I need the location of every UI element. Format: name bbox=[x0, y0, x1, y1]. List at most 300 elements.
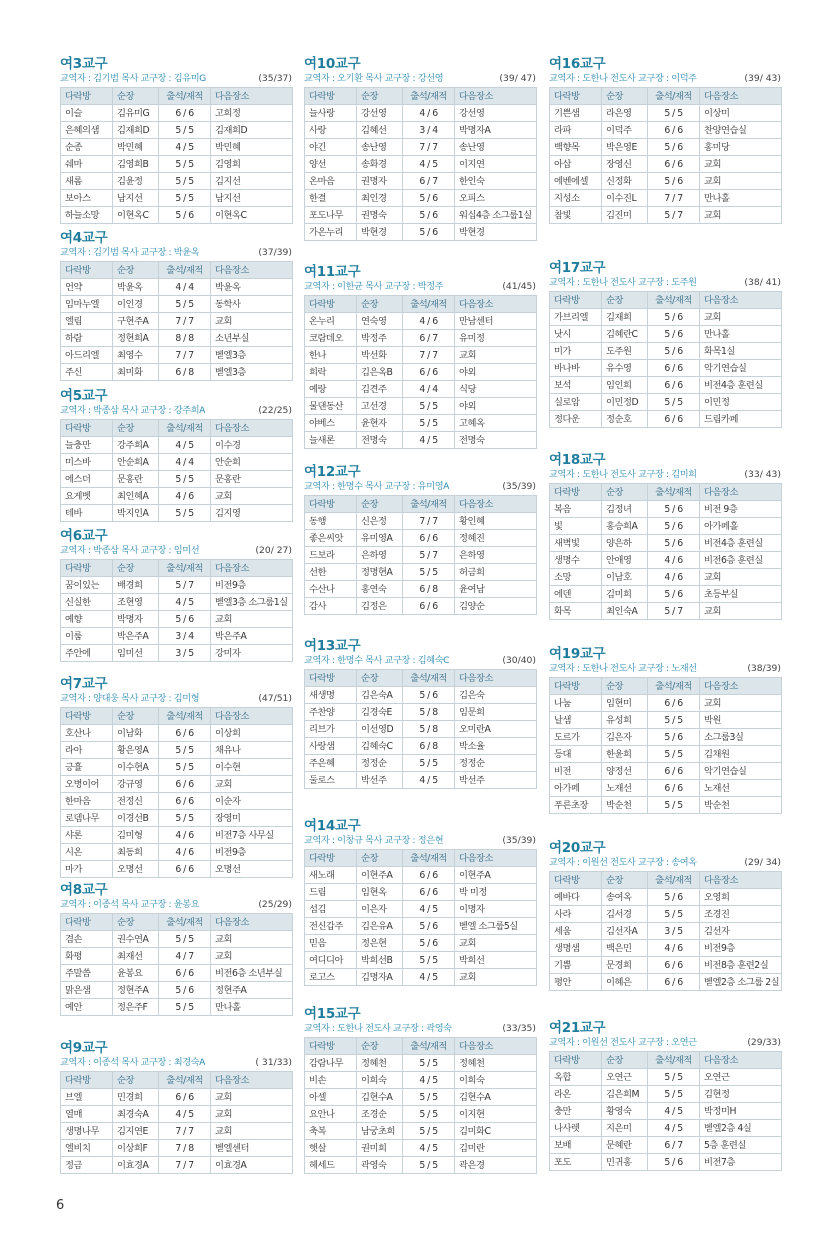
cell-leader: 한윤희 bbox=[602, 746, 648, 763]
cell-attendance: 4 / 6 bbox=[403, 313, 455, 330]
cell-leader: 전명숙 bbox=[357, 432, 403, 449]
cell-attendance: 5 / 6 bbox=[159, 611, 211, 628]
attendance-table bbox=[60, 559, 293, 662]
cell-next-place: 유미정 bbox=[455, 330, 537, 347]
cell-group-name: 하람 bbox=[61, 330, 113, 347]
cell-group-name: 도르가 bbox=[550, 729, 602, 746]
cell-leader: 이선영D bbox=[357, 721, 403, 738]
cell-group-name: 주찬양 bbox=[305, 704, 357, 721]
cell-leader: 이수현A bbox=[113, 759, 159, 776]
cell-next-place: 박소율 bbox=[455, 738, 537, 755]
header-next-place: 다음장소 bbox=[211, 88, 293, 105]
table-row bbox=[305, 330, 537, 347]
table-row bbox=[305, 969, 537, 986]
cell-attendance: 5 / 5 bbox=[403, 755, 455, 772]
cell-group-name: 브엘 bbox=[61, 1089, 113, 1106]
cell-attendance: 3 / 4 bbox=[159, 628, 211, 645]
cell-attendance: 4 / 5 bbox=[648, 1120, 700, 1137]
cell-leader: 박명자 bbox=[113, 611, 159, 628]
header-group-name: 다락방 bbox=[61, 262, 113, 279]
attendance-total: (22/25) bbox=[258, 405, 292, 416]
cell-attendance: 5 / 5 bbox=[648, 906, 700, 923]
table-row bbox=[550, 535, 782, 552]
cell-next-place: 야외 bbox=[455, 398, 537, 415]
cell-next-place: 교회 bbox=[211, 313, 293, 330]
district-section bbox=[549, 646, 781, 814]
cell-next-place: 워십4층 소그룹1실 bbox=[455, 207, 537, 224]
table-row bbox=[61, 982, 293, 999]
cell-attendance: 5 / 6 bbox=[648, 1154, 700, 1171]
attendance-table bbox=[304, 87, 537, 241]
cell-next-place: 교회 bbox=[700, 569, 782, 586]
attendance-total: (39/ 43) bbox=[744, 73, 781, 84]
cell-attendance: 6 / 6 bbox=[159, 793, 211, 810]
cell-next-place: 5층 훈련실 bbox=[700, 1137, 782, 1154]
cell-attendance: 3 / 5 bbox=[159, 645, 211, 662]
cell-attendance: 4 / 5 bbox=[403, 969, 455, 986]
table-row bbox=[550, 518, 782, 535]
cell-next-place: 은하영 bbox=[455, 547, 537, 564]
cell-attendance: 5 / 7 bbox=[648, 207, 700, 224]
cell-next-place: 오미란A bbox=[455, 721, 537, 738]
district-section bbox=[304, 1006, 536, 1174]
cell-attendance: 5 / 5 bbox=[403, 398, 455, 415]
table-row bbox=[305, 564, 537, 581]
cell-leader: 정혜천 bbox=[357, 1055, 403, 1072]
table-row bbox=[61, 594, 293, 611]
cell-attendance: 6 / 6 bbox=[159, 965, 211, 982]
cell-leader: 장영신 bbox=[602, 156, 648, 173]
cell-leader: 최인혜A bbox=[113, 488, 159, 505]
cell-group-name: 겸손 bbox=[61, 931, 113, 948]
cell-next-place: 이상희 bbox=[211, 725, 293, 742]
district-meta bbox=[549, 276, 781, 289]
table-row bbox=[550, 173, 782, 190]
cell-group-name: 열매 bbox=[61, 1106, 113, 1123]
district-meta bbox=[60, 1056, 292, 1069]
header-next-place: 다음장소 bbox=[211, 708, 293, 725]
cell-group-name: 온누리 bbox=[305, 313, 357, 330]
district-section bbox=[549, 1020, 781, 1171]
cell-next-place: 오영희 bbox=[700, 889, 782, 906]
district-title: 여4교구 bbox=[60, 230, 108, 246]
cell-leader: 임현옥 bbox=[357, 884, 403, 901]
district-title: 여18교구 bbox=[549, 452, 606, 468]
header-attendance: 출석/재적 bbox=[159, 708, 211, 725]
cell-attendance: 6 / 6 bbox=[648, 974, 700, 991]
cell-attendance: 7 / 7 bbox=[403, 347, 455, 364]
district-section bbox=[549, 840, 781, 991]
cell-leader: 박순천 bbox=[602, 797, 648, 814]
cell-group-name: 옥합 bbox=[550, 1069, 602, 1086]
district-meta bbox=[60, 544, 292, 557]
district-title: 여5교구 bbox=[60, 388, 108, 404]
header-attendance: 출석/재적 bbox=[648, 1052, 700, 1069]
cell-next-place: 이명자 bbox=[455, 901, 537, 918]
cell-next-place: 벧엘 소그룹5실 bbox=[455, 918, 537, 935]
table-row bbox=[305, 139, 537, 156]
cell-next-place: 김미화C bbox=[455, 1123, 537, 1140]
header-attendance: 출석/재적 bbox=[648, 88, 700, 105]
cell-group-name: 한마음 bbox=[61, 793, 113, 810]
attendance-total: (38/ 41) bbox=[744, 277, 781, 288]
cell-group-name: 언약 bbox=[61, 279, 113, 296]
table-header-row bbox=[550, 88, 782, 105]
cell-leader: 김은희M bbox=[602, 1086, 648, 1103]
table-row bbox=[61, 454, 293, 471]
header-attendance: 출석/재적 bbox=[403, 296, 455, 313]
district-title: 여20교구 bbox=[549, 840, 606, 856]
table-row bbox=[550, 712, 782, 729]
cell-next-place: 박 미정 bbox=[455, 884, 537, 901]
district-section bbox=[304, 264, 536, 449]
cell-attendance: 6 / 7 bbox=[403, 330, 455, 347]
district-leaders: 교역자 : 양대웅 목사 교구장 : 김미형 bbox=[60, 693, 200, 704]
header-attendance: 출석/재적 bbox=[159, 420, 211, 437]
header-leader: 순장 bbox=[602, 88, 648, 105]
cell-group-name: 둘로스 bbox=[305, 772, 357, 789]
cell-leader: 이희숙 bbox=[357, 1072, 403, 1089]
cell-next-place: 박희선 bbox=[455, 952, 537, 969]
cell-group-name: 순종 bbox=[61, 139, 113, 156]
table-row bbox=[61, 1106, 293, 1123]
cell-next-place: 박선주 bbox=[455, 772, 537, 789]
header-next-place: 다음장소 bbox=[455, 850, 537, 867]
table-row bbox=[61, 190, 293, 207]
table-row bbox=[550, 1086, 782, 1103]
cell-leader: 조현영 bbox=[113, 594, 159, 611]
cell-attendance: 4 / 6 bbox=[648, 552, 700, 569]
table-row bbox=[305, 721, 537, 738]
cell-attendance: 4 / 6 bbox=[159, 488, 211, 505]
cell-group-name: 바나바 bbox=[550, 360, 602, 377]
cell-group-name: 늘사랑 bbox=[305, 105, 357, 122]
table-row bbox=[61, 437, 293, 454]
cell-leader: 오명선 bbox=[113, 861, 159, 878]
cell-next-place: 김채원 bbox=[700, 746, 782, 763]
cell-leader: 김은유A bbox=[357, 918, 403, 935]
header-next-place: 다음장소 bbox=[211, 262, 293, 279]
cell-attendance: 4 / 5 bbox=[159, 139, 211, 156]
cell-group-name: 쉐마 bbox=[61, 156, 113, 173]
cell-attendance: 6 / 8 bbox=[403, 581, 455, 598]
cell-group-name: 가브리엘 bbox=[550, 309, 602, 326]
header-group-name: 다락방 bbox=[550, 88, 602, 105]
cell-leader: 황영숙 bbox=[602, 1103, 648, 1120]
cell-group-name: 아가페 bbox=[550, 780, 602, 797]
cell-attendance: 5 / 6 bbox=[403, 918, 455, 935]
table-row bbox=[61, 279, 293, 296]
cell-leader: 송화경 bbox=[357, 156, 403, 173]
table-row bbox=[550, 603, 782, 620]
cell-next-place: 교회 bbox=[211, 1123, 293, 1140]
cell-leader: 문홍란 bbox=[113, 471, 159, 488]
cell-attendance: 3 / 5 bbox=[648, 923, 700, 940]
cell-next-place: 이지현 bbox=[455, 1106, 537, 1123]
district-leaders: 교역자 : 한명수 목사 교구장 : 유미영A bbox=[304, 481, 450, 492]
table-row bbox=[305, 190, 537, 207]
table-row bbox=[61, 347, 293, 364]
cell-leader: 남지선 bbox=[113, 190, 159, 207]
cell-attendance: 5 / 5 bbox=[403, 952, 455, 969]
cell-attendance: 4 / 4 bbox=[159, 279, 211, 296]
cell-group-name: 희락 bbox=[305, 364, 357, 381]
cell-group-name: 아셀 bbox=[305, 1089, 357, 1106]
cell-leader: 이경선B bbox=[113, 810, 159, 827]
table-row bbox=[61, 1157, 293, 1174]
cell-group-name: 사라 bbox=[550, 906, 602, 923]
cell-next-place: 벧엘센터 bbox=[211, 1140, 293, 1157]
cell-next-place: 비전9층 bbox=[211, 577, 293, 594]
cell-leader: 김경숙E bbox=[357, 704, 403, 721]
header-group-name: 다락방 bbox=[305, 496, 357, 513]
cell-next-place: 이현옥C bbox=[211, 207, 293, 224]
cell-leader: 은하영 bbox=[357, 547, 403, 564]
cell-leader: 박은주A bbox=[113, 628, 159, 645]
cell-leader: 김재희D bbox=[113, 122, 159, 139]
cell-group-name: 화평 bbox=[61, 948, 113, 965]
cell-group-name: 샤론 bbox=[61, 827, 113, 844]
cell-attendance: 5 / 6 bbox=[403, 687, 455, 704]
district-leaders: 교역자 : 이원선 전도사 교구장 : 송여옥 bbox=[549, 857, 697, 868]
cell-group-name: 동행 bbox=[305, 513, 357, 530]
cell-attendance: 6 / 6 bbox=[648, 360, 700, 377]
table-row bbox=[305, 547, 537, 564]
cell-leader: 구현주A bbox=[113, 313, 159, 330]
cell-leader: 백은민 bbox=[602, 940, 648, 957]
cell-group-name: 테바 bbox=[61, 505, 113, 522]
header-group-name: 다락방 bbox=[550, 678, 602, 695]
cell-group-name: 야긴 bbox=[305, 139, 357, 156]
table-row bbox=[550, 906, 782, 923]
header-group-name: 다락방 bbox=[305, 296, 357, 313]
district-leaders: 교역자 : 이창규 목사 교구장 : 정은현 bbox=[304, 835, 444, 846]
table-row bbox=[61, 471, 293, 488]
attendance-table bbox=[60, 707, 293, 878]
cell-group-name: 소망 bbox=[550, 569, 602, 586]
cell-attendance: 6 / 7 bbox=[648, 1137, 700, 1154]
table-row bbox=[550, 1120, 782, 1137]
table-row bbox=[550, 360, 782, 377]
cell-next-place: 김은숙 bbox=[455, 687, 537, 704]
district-meta bbox=[549, 1036, 781, 1049]
attendance-table bbox=[549, 871, 782, 991]
header-attendance: 출석/재적 bbox=[403, 670, 455, 687]
attendance-total: (25/29) bbox=[258, 899, 292, 910]
cell-leader: 곽영숙 bbox=[357, 1157, 403, 1174]
cell-next-place: 교회 bbox=[700, 309, 782, 326]
table-row bbox=[550, 940, 782, 957]
cell-next-place: 조경진 bbox=[700, 906, 782, 923]
cell-group-name: 로고스 bbox=[305, 969, 357, 986]
cell-next-place: 비전4층 훈련실 bbox=[700, 535, 782, 552]
header-next-place: 다음장소 bbox=[700, 1052, 782, 1069]
cell-next-place: 비전9층 bbox=[700, 940, 782, 957]
cell-next-place: 소그룹3실 bbox=[700, 729, 782, 746]
cell-leader: 김혜숙C bbox=[357, 738, 403, 755]
attendance-table bbox=[304, 495, 537, 615]
cell-group-name: 코람데오 bbox=[305, 330, 357, 347]
table-row bbox=[550, 411, 782, 428]
cell-attendance: 5 / 6 bbox=[648, 309, 700, 326]
cell-next-place: 송난영 bbox=[455, 139, 537, 156]
cell-next-place: 김지선 bbox=[211, 173, 293, 190]
cell-attendance: 7 / 7 bbox=[648, 190, 700, 207]
cell-next-place: 윤여남 bbox=[455, 581, 537, 598]
cell-leader: 최인경 bbox=[357, 190, 403, 207]
cell-group-name: 등대 bbox=[550, 746, 602, 763]
header-group-name: 다락방 bbox=[61, 420, 113, 437]
cell-leader: 정명현A bbox=[357, 564, 403, 581]
cell-next-place: 교회 bbox=[700, 695, 782, 712]
header-next-place: 다음장소 bbox=[455, 1038, 537, 1055]
page-number: 6 bbox=[56, 1198, 65, 1213]
header-next-place: 다음장소 bbox=[455, 296, 537, 313]
header-group-name: 다락방 bbox=[61, 914, 113, 931]
cell-group-name: 빛 bbox=[550, 518, 602, 535]
table-row bbox=[61, 1140, 293, 1157]
cell-next-place: 벧엘3층 bbox=[211, 347, 293, 364]
cell-group-name: 충만 bbox=[550, 1103, 602, 1120]
cell-leader: 이현옥C bbox=[113, 207, 159, 224]
cell-next-place: 비전6층 소년부실 bbox=[211, 965, 293, 982]
cell-group-name: 새벽빛 bbox=[550, 535, 602, 552]
district-meta bbox=[60, 404, 292, 417]
district-title: 여13교구 bbox=[304, 638, 361, 654]
table-header-row bbox=[305, 296, 537, 313]
table-row bbox=[305, 738, 537, 755]
cell-attendance: 5 / 7 bbox=[648, 603, 700, 620]
cell-attendance: 5 / 5 bbox=[159, 156, 211, 173]
table-row bbox=[61, 948, 293, 965]
cell-group-name: 이슬 bbox=[61, 105, 113, 122]
cell-leader: 오연근 bbox=[602, 1069, 648, 1086]
cell-group-name: 주신 bbox=[61, 364, 113, 381]
table-row bbox=[305, 207, 537, 224]
cell-next-place: 이현주A bbox=[455, 867, 537, 884]
cell-group-name: 이룸 bbox=[61, 628, 113, 645]
table-row bbox=[61, 861, 293, 878]
district-meta bbox=[60, 246, 292, 259]
district-meta bbox=[304, 1022, 536, 1035]
cell-next-place: 이지연 bbox=[455, 156, 537, 173]
cell-group-name: 라온 bbox=[550, 1086, 602, 1103]
cell-leader: 김은자 bbox=[602, 729, 648, 746]
cell-group-name: 주안에 bbox=[61, 645, 113, 662]
cell-leader: 강규영 bbox=[113, 776, 159, 793]
district-title: 여6교구 bbox=[60, 528, 108, 544]
cell-next-place: 벧엘3층 bbox=[211, 364, 293, 381]
cell-leader: 전정신 bbox=[113, 793, 159, 810]
table-row bbox=[550, 326, 782, 343]
header-attendance: 출석/재적 bbox=[403, 1038, 455, 1055]
cell-leader: 신은정 bbox=[357, 513, 403, 530]
cell-leader: 홍승희A bbox=[602, 518, 648, 535]
cell-leader: 박희선B bbox=[357, 952, 403, 969]
cell-group-name: 보아스 bbox=[61, 190, 113, 207]
cell-attendance: 5 / 5 bbox=[403, 1089, 455, 1106]
table-row bbox=[61, 742, 293, 759]
cell-next-place: 오연근 bbox=[700, 1069, 782, 1086]
cell-group-name: 물댄동산 bbox=[305, 398, 357, 415]
district-title: 여11교구 bbox=[304, 264, 361, 280]
cell-attendance: 5 / 6 bbox=[648, 343, 700, 360]
cell-next-place: 교회 bbox=[211, 1106, 293, 1123]
header-leader: 순장 bbox=[602, 292, 648, 309]
cell-next-place: 김양순 bbox=[455, 598, 537, 615]
table-row bbox=[61, 844, 293, 861]
district-meta bbox=[549, 72, 781, 85]
cell-next-place: 비전 9층 bbox=[700, 501, 782, 518]
header-next-place: 다음장소 bbox=[455, 496, 537, 513]
cell-group-name: 예향 bbox=[61, 611, 113, 628]
cell-group-name: 수산나 bbox=[305, 581, 357, 598]
cell-attendance: 6 / 6 bbox=[648, 377, 700, 394]
table-header-row bbox=[305, 496, 537, 513]
district-title: 여8교구 bbox=[60, 882, 108, 898]
cell-leader: 양은하 bbox=[602, 535, 648, 552]
cell-next-place: 장영미 bbox=[211, 810, 293, 827]
cell-attendance: 5 / 5 bbox=[159, 190, 211, 207]
cell-attendance: 4 / 5 bbox=[403, 432, 455, 449]
attendance-table bbox=[304, 669, 537, 789]
cell-attendance: 4 / 5 bbox=[159, 1106, 211, 1123]
cell-group-name: 선한 bbox=[305, 564, 357, 581]
cell-leader: 이민정D bbox=[602, 394, 648, 411]
table-header-row bbox=[305, 850, 537, 867]
table-header-row bbox=[550, 1052, 782, 1069]
table-row bbox=[61, 296, 293, 313]
district-section bbox=[549, 260, 781, 428]
cell-attendance: 7 / 7 bbox=[403, 513, 455, 530]
cell-attendance: 5 / 5 bbox=[648, 1069, 700, 1086]
attendance-table bbox=[304, 849, 537, 986]
cell-attendance: 5 / 5 bbox=[403, 1123, 455, 1140]
cell-next-place: 한인숙 bbox=[455, 173, 537, 190]
cell-leader: 정현주A bbox=[113, 982, 159, 999]
cell-next-place: 이수현 bbox=[211, 759, 293, 776]
attendance-total: (33/ 43) bbox=[744, 469, 781, 480]
attendance-total: (35/37) bbox=[258, 73, 292, 84]
cell-attendance: 5 / 6 bbox=[648, 729, 700, 746]
header-leader: 순장 bbox=[357, 670, 403, 687]
cell-attendance: 6 / 6 bbox=[403, 884, 455, 901]
district-section bbox=[304, 56, 536, 241]
cell-next-place: 비전9층 bbox=[211, 844, 293, 861]
cell-leader: 조경순 bbox=[357, 1106, 403, 1123]
cell-group-name: 좋은씨앗 bbox=[305, 530, 357, 547]
cell-next-place: 전명숙 bbox=[455, 432, 537, 449]
cell-attendance: 5 / 6 bbox=[648, 326, 700, 343]
header-leader: 순장 bbox=[357, 296, 403, 313]
cell-group-name: 예랑 bbox=[305, 381, 357, 398]
cell-next-place: 강선영 bbox=[455, 105, 537, 122]
cell-next-place: 이효경A bbox=[211, 1157, 293, 1174]
header-next-place: 다음장소 bbox=[455, 88, 537, 105]
cell-group-name: 여디디아 bbox=[305, 952, 357, 969]
table-row bbox=[305, 884, 537, 901]
cell-group-name: 실로암 bbox=[550, 394, 602, 411]
district-meta bbox=[304, 280, 536, 293]
cell-attendance: 5 / 6 bbox=[648, 535, 700, 552]
cell-group-name: 로뎀나무 bbox=[61, 810, 113, 827]
table-row bbox=[305, 313, 537, 330]
cell-next-place: 남지선 bbox=[211, 190, 293, 207]
cell-next-place: 오명선 bbox=[211, 861, 293, 878]
cell-group-name: 에벤에셀 bbox=[550, 173, 602, 190]
table-row bbox=[305, 381, 537, 398]
cell-attendance: 4 / 5 bbox=[159, 437, 211, 454]
